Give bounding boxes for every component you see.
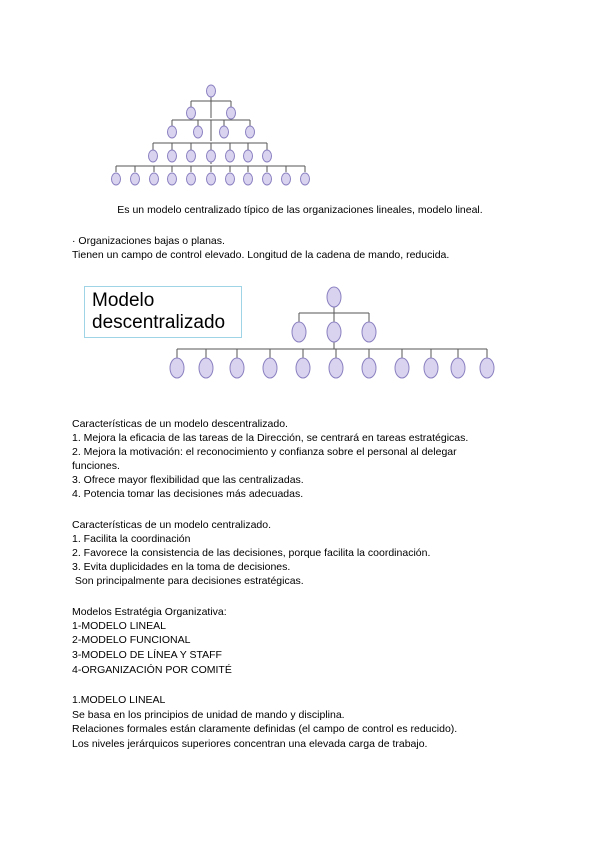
label-line-2: descentralizado — [92, 312, 226, 333]
linear-model-heading: 1.MODELO LINEAL — [72, 694, 166, 706]
list-item: 3. Ofrece mayor flexibilidad que las centralizadas. — [72, 474, 304, 486]
node — [207, 173, 216, 185]
node — [244, 150, 253, 162]
node — [263, 358, 277, 378]
node — [227, 107, 236, 119]
node — [131, 173, 140, 185]
list-item: 3. Evita duplicidades en la toma de decisiones. — [72, 561, 291, 573]
node — [194, 126, 203, 138]
list-item: 2. Mejora la motivación: el reconocimiento y confianza sobre el personal al delegar — [72, 446, 457, 458]
list-item: funciones. — [72, 460, 120, 472]
node — [263, 173, 272, 185]
node — [424, 358, 438, 378]
models-heading: Modelos Estratégia Organizativa: — [72, 606, 227, 618]
node — [244, 173, 253, 185]
node — [187, 173, 196, 185]
node — [168, 150, 177, 162]
node — [199, 358, 213, 378]
list-item: Son principalmente para decisiones estratégicas. — [72, 575, 304, 587]
node — [362, 358, 376, 378]
paragraph-line: Relaciones formales están claramente definidas (el campo de control es reducido). — [72, 723, 458, 735]
node — [187, 107, 196, 119]
node — [301, 173, 310, 185]
node — [480, 358, 494, 378]
list-item: 2. Favorece la consistencia de las decisiones, porque facilita la coordinación. — [72, 547, 431, 559]
node — [170, 358, 184, 378]
node — [327, 322, 341, 342]
node — [362, 322, 376, 342]
node — [230, 358, 244, 378]
list-item: 1-MODELO LINEAL — [72, 620, 166, 632]
node — [207, 150, 216, 162]
decentralized-org-chart — [160, 282, 505, 382]
node — [150, 173, 159, 185]
node — [187, 150, 196, 162]
node — [112, 173, 121, 185]
node — [168, 173, 177, 185]
node — [327, 287, 341, 307]
centralized-org-chart — [100, 78, 320, 192]
node — [149, 150, 158, 162]
list-item: 4. Potencia tomar las decisiones más adecuadas. — [72, 488, 304, 500]
node — [282, 173, 291, 185]
node — [451, 358, 465, 378]
node — [296, 358, 310, 378]
node — [220, 126, 229, 138]
decentralized-heading: Características de un modelo descentralizado. — [72, 418, 288, 430]
list-item: 4-ORGANIZACIÓN POR COMITÉ — [72, 664, 232, 676]
paragraph-line: Los niveles jerárquicos superiores concentran una elevada carga de trabajo. — [72, 738, 428, 750]
flat-orgs-description: Tienen un campo de control elevado. Longitud de la cadena de mando, reducida. — [72, 249, 450, 261]
list-item: 2-MODELO FUNCIONAL — [72, 634, 191, 646]
centralized-heading: Características de un modelo centralizado. — [72, 519, 272, 531]
node — [168, 126, 177, 138]
list-item: 3-MODELO DE LÍNEA Y STAFF — [72, 649, 222, 661]
node — [263, 150, 272, 162]
figure-caption: Es un modelo centralizado típico de las organizaciones lineales, modelo lineal. — [117, 204, 483, 216]
node — [207, 85, 216, 97]
paragraph-line: Se basa en los principios de unidad de mando y disciplina. — [72, 709, 345, 721]
node — [329, 358, 343, 378]
flat-orgs-heading: · Organizaciones bajas o planas. — [72, 235, 225, 247]
node — [226, 173, 235, 185]
node — [292, 322, 306, 342]
node — [246, 126, 255, 138]
list-item: 1. Facilita la coordinación — [72, 533, 191, 545]
node — [395, 358, 409, 378]
node — [226, 150, 235, 162]
list-item: 1. Mejora la eficacia de las tareas de la Dirección, se centrará en tareas estratégicas. — [72, 432, 469, 444]
label-line-1: Modelo — [92, 290, 155, 311]
